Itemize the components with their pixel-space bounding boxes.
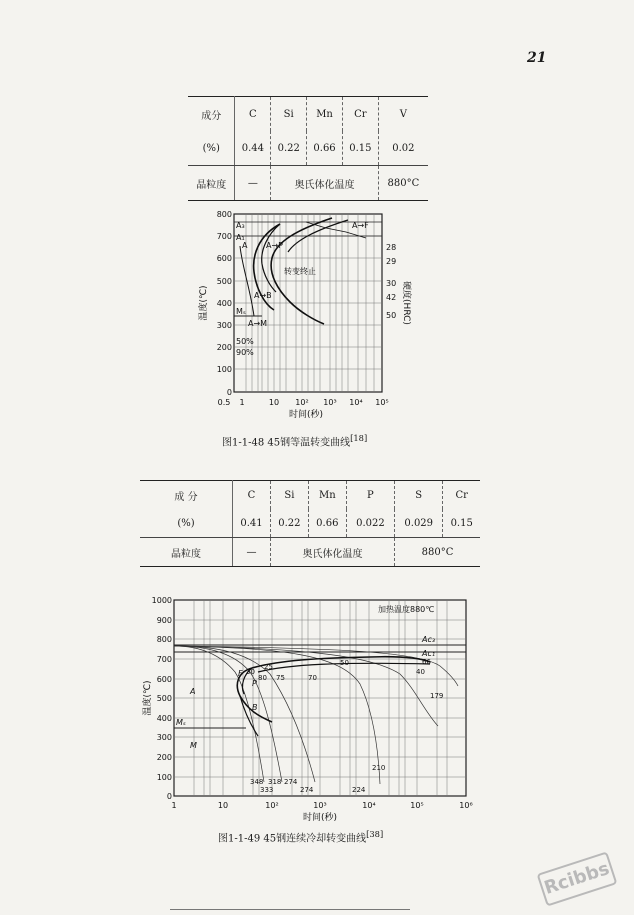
grain-label: 晶粒度 xyxy=(188,166,235,201)
curve-number: 70 xyxy=(308,674,317,682)
y-tick-label: 600 xyxy=(156,675,172,684)
cct-diagram xyxy=(140,594,480,822)
table-row xyxy=(140,538,480,567)
x-axis-label: 时间(秒) xyxy=(302,813,338,822)
curve-label: 90% xyxy=(236,348,254,357)
table-header-cell: Mn xyxy=(308,481,346,510)
x-tick-label: 10³ xyxy=(313,801,327,810)
table-cell: (%) xyxy=(188,131,235,166)
table-cell: 0.44 xyxy=(235,131,271,166)
table-row xyxy=(188,166,428,201)
table-header-cell: Mn xyxy=(307,97,343,132)
caption-ref: [38] xyxy=(366,829,384,839)
y-tick-label: 800 xyxy=(156,635,172,644)
table-header-cell: Cr xyxy=(342,97,378,132)
table-header-cell: C xyxy=(233,481,271,510)
watermark-logo: Rcibbs xyxy=(537,851,618,906)
x-tick-label: 10⁴ xyxy=(362,801,376,810)
grain-value: — xyxy=(233,538,271,567)
curve-label: A→M xyxy=(248,319,268,328)
phase-label: A xyxy=(190,687,196,696)
aust-temp-label: 奥氏体化温度 xyxy=(271,166,378,201)
curve-label: A xyxy=(242,241,248,250)
y-axis-label: 温度(℃) xyxy=(143,680,153,716)
curve-number: 75 xyxy=(276,674,285,682)
curve-number: 348 xyxy=(250,778,264,786)
y-tick-label: 1000 xyxy=(151,596,172,605)
x-tick-label: 10 xyxy=(217,801,229,810)
curve-label: Mₛ xyxy=(236,307,246,316)
x-tick-label: 10⁶ xyxy=(459,801,473,810)
table-cell: 0.02 xyxy=(378,131,428,166)
table-cell: 0.66 xyxy=(307,131,343,166)
curve-number: 40 xyxy=(416,668,425,676)
hardness-tick: 42 xyxy=(386,293,397,302)
y-tick-label: 0 xyxy=(226,388,232,397)
x-tick-label: 1 xyxy=(171,801,177,810)
table-header-cell: V xyxy=(378,97,428,132)
aust-temp-value: 880°C xyxy=(395,538,480,567)
curve-number: 80 xyxy=(258,674,267,682)
page-number: 21 xyxy=(527,50,547,66)
hardness-tick: 28 xyxy=(386,243,397,252)
hardness-tick: 29 xyxy=(386,257,397,266)
caption-text: 图1-1-49 45钢连续冷却转变曲线 xyxy=(218,833,367,845)
y-tick-label: 0 xyxy=(166,792,172,801)
curve-label: 50% xyxy=(236,337,254,346)
y-tick-label: 200 xyxy=(156,753,172,762)
y-tick-label: 500 xyxy=(156,694,172,703)
table-row xyxy=(140,481,480,510)
table-cell: 0.66 xyxy=(308,509,346,538)
hardness-tick: 50 xyxy=(386,311,397,320)
table-cell: 0.029 xyxy=(395,509,443,538)
phase-label: Ac₃ xyxy=(422,635,436,644)
curve-label: A₁ xyxy=(236,233,245,242)
x-tick-label: 1 xyxy=(239,398,245,407)
y-tick-label: 300 xyxy=(216,321,232,330)
table-header-cell: 成 分 xyxy=(140,481,233,510)
figure-caption-2 xyxy=(218,829,383,844)
curve-number: 25 xyxy=(264,663,273,671)
table-row xyxy=(188,131,428,166)
hardness-axis-label: 硬度(HRC) xyxy=(401,281,411,325)
table-header-cell: P xyxy=(346,481,394,510)
composition-table-1 xyxy=(188,96,428,201)
y-tick-label: 300 xyxy=(156,733,172,742)
curve-number: 179 xyxy=(430,692,444,700)
curve-number: 274 xyxy=(284,778,298,786)
curve-number: 210 xyxy=(372,764,386,772)
phase-label: P xyxy=(252,679,257,688)
table-header-cell: Cr xyxy=(443,481,480,510)
x-tick-label: 10⁵ xyxy=(375,398,389,407)
table-header-cell: S xyxy=(395,481,443,510)
table-cell: 0.15 xyxy=(443,509,480,538)
table-header-cell: Si xyxy=(270,481,308,510)
y-tick-label: 400 xyxy=(156,714,172,723)
y-tick-label: 800 xyxy=(216,210,232,219)
curve-label: A→F xyxy=(352,221,369,230)
curve-label: 转变终止 xyxy=(284,267,316,276)
table-cell: 0.022 xyxy=(346,509,394,538)
table-cell: 0.41 xyxy=(233,509,271,538)
curve-number: 224 xyxy=(352,786,366,794)
x-tick-label: 10³ xyxy=(323,398,337,407)
aust-temp-value: 880°C xyxy=(378,166,428,201)
curve-number: 30 xyxy=(246,668,255,676)
curve-label: A₃ xyxy=(236,221,245,230)
x-tick-label: 10² xyxy=(295,398,309,407)
y-tick-label: 100 xyxy=(216,365,232,374)
table-row xyxy=(188,97,428,132)
table-cell: 0.15 xyxy=(342,131,378,166)
table-row xyxy=(140,509,480,538)
curve-number: 274 xyxy=(300,786,314,794)
x-tick-label: 0.5 xyxy=(217,398,231,407)
x-tick-label: 10² xyxy=(265,801,279,810)
phase-label: F xyxy=(238,669,243,678)
heating-temp-label: 加热温度880℃ xyxy=(378,605,435,614)
curve-number: 318 xyxy=(268,778,282,786)
y-tick-label: 500 xyxy=(216,277,232,286)
y-tick-label: 100 xyxy=(156,773,172,782)
phase-label: B xyxy=(252,703,258,712)
footer-rule xyxy=(170,909,410,910)
y-tick-label: 200 xyxy=(216,343,232,352)
isothermal-transformation-diagram xyxy=(196,206,416,420)
x-tick-label: 10 xyxy=(268,398,280,407)
figure-caption-1 xyxy=(222,433,367,448)
x-tick-label: 10⁴ xyxy=(349,398,363,407)
aust-temp-label: 奥氏体化温度 xyxy=(270,538,394,567)
y-tick-label: 400 xyxy=(216,299,232,308)
table-header-cell: C xyxy=(235,97,271,132)
table-header-cell: 成分 xyxy=(188,97,235,132)
curve-number: 66 xyxy=(422,658,431,666)
phase-label: Mₛ xyxy=(176,718,186,727)
table-cell: 0.22 xyxy=(270,509,308,538)
table-cell: (%) xyxy=(140,509,233,538)
phase-label: M xyxy=(190,741,197,750)
curve-label: A→B xyxy=(254,291,272,300)
y-tick-label: 600 xyxy=(216,254,232,263)
curve-number: 333 xyxy=(260,786,274,794)
composition-table-2 xyxy=(140,480,480,567)
grain-value: — xyxy=(235,166,271,201)
curve-label: A→P xyxy=(266,241,283,250)
hardness-tick: 30 xyxy=(386,279,397,288)
caption-text: 图1-1-48 45钢等温转变曲线 xyxy=(222,437,351,449)
y-tick-label: 700 xyxy=(156,655,172,664)
phase-label: Ac₁ xyxy=(422,649,436,658)
y-tick-label: 700 xyxy=(216,232,232,241)
caption-ref: [18] xyxy=(350,433,368,443)
table-header-cell: Si xyxy=(271,97,307,132)
table-cell: 0.22 xyxy=(271,131,307,166)
y-axis-label: 温度(℃) xyxy=(199,285,209,321)
grain-label: 晶粒度 xyxy=(140,538,233,567)
y-tick-label: 900 xyxy=(156,616,172,625)
x-tick-label: 10⁵ xyxy=(410,801,424,810)
curve-number: 50 xyxy=(340,659,349,667)
x-axis-label: 时间(秒) xyxy=(288,410,324,420)
